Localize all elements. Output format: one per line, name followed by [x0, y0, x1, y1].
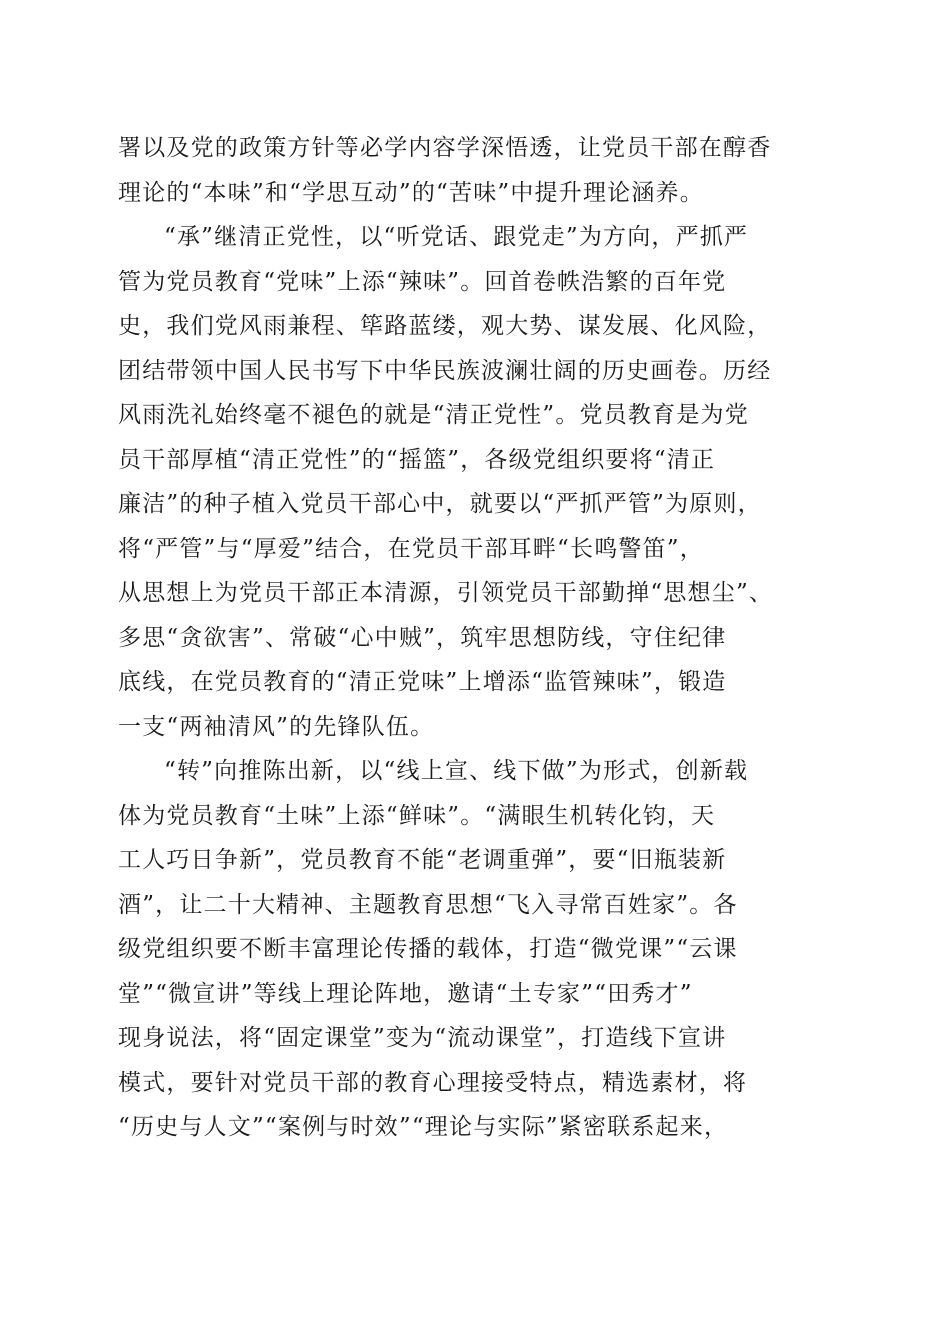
text-line: 酒”，让二十大精神、主题教育思想“飞入寻常百姓家”。各	[118, 891, 738, 918]
text-line: 底线，在党员教育的“清正党味”上增添“监管辣味”，锻造	[118, 669, 727, 695]
text-line: 工人巧日争新”，党员教育不能“老调重弹”，要“旧瓶装新	[118, 847, 727, 873]
text-line: 署以及党的政策方针等必学内容学深悟透，让党员干部在醇香	[118, 135, 772, 161]
text-line: 廉洁”的种子植入党员干部心中，就要以“严抓严管”为原则，	[118, 491, 762, 517]
text-line: “转”向推陈出新，以“线上宣、线下做”为形式，创新载	[164, 758, 749, 784]
text-line: 管为党员教育“党味”上添“辣味”。回首卷帙浩繁的百年党	[118, 268, 727, 295]
text-line: 模式，要针对党员干部的教育心理接受特点，精选素材，将	[118, 1069, 748, 1096]
text-line: 团结带领中国人民书写下中华民族波澜壮阔的历史画卷。历经	[118, 357, 772, 384]
text-line: “承”继清正党性，以“听党话、跟党走”为方向，严抓严	[164, 224, 749, 250]
body-text	[118, 126, 838, 1150]
text-line: 现身说法，将“固定课堂”变为“流动课堂”，打造线下宣讲	[118, 1025, 727, 1051]
text-line: 堂”“微宣讲”等线上理论阵地，邀请“土专家”“田秀才”	[118, 980, 693, 1007]
text-line: 从思想上为党员干部正本清源，引领党员干部勤掸“思想尘”、	[118, 580, 774, 606]
text-line: 员干部厚植“清正党性”的“摇篮”，各级党组织要将“清正	[118, 446, 716, 473]
text-line: 风雨洗礼始终毫不褪色的就是“清正党性”。党员教育是为党	[118, 402, 749, 428]
text-line: 理论的“本味”和“学思互动”的“苦味”中提升理论涵养。	[118, 179, 704, 206]
text-line: 体为党员教育“土味”上添“鲜味”。“满眼生机转化钧，天	[118, 802, 716, 829]
text-line: 级党组织要不断丰富理论传播的载体，打造“微党课”“云课	[118, 936, 738, 962]
text-line: 一支“两袖清风”的先锋队伍。	[118, 713, 435, 740]
text-line: 多思“贪欲害”、常破“心中贼”，筑牢思想防线，守住纪律	[118, 624, 727, 651]
text-line: 史，我们党风雨兼程、筚路蓝缕，观大势、谋发展、化风险，	[118, 313, 772, 339]
text-line: 将“严管”与“厚爱”结合，在党员干部耳畔“长鸣警笛”，	[118, 535, 704, 562]
text-line: “历史与人文”“案例与时效”“理论与实际”紧密联系起来，	[118, 1114, 729, 1140]
